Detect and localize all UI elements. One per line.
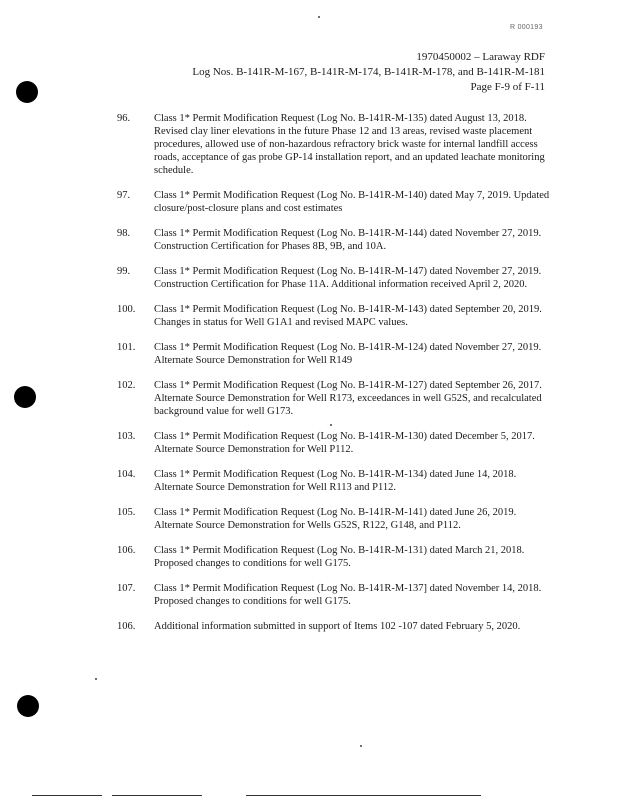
item-text: Class 1* Permit Modification Request (Log No. B-141R-M-127) dated September 26, 2017. Alternate Source Demonstration for Well R173, exceedances in well G52S, and recalculated background value for well G173. bbox=[154, 380, 542, 417]
document-header bbox=[192, 50, 545, 95]
item-text: Class 1* Permit Modification Request (Log No. B-141R-M-134) dated June 14, 2018. Alternate Source Demonstration for Well R113 and P112. bbox=[154, 469, 517, 493]
punch-hole-top bbox=[16, 81, 38, 103]
item-text: Additional information submitted in support of Items 102 -107 dated February 5, 2020. bbox=[154, 621, 521, 632]
list-item bbox=[117, 468, 567, 494]
item-number: 102. bbox=[117, 380, 136, 391]
scan-speck bbox=[360, 745, 362, 747]
item-text: Class 1* Permit Modification Request (Log No. B-141R-M-131) dated March 21, 2018. Proposed changes to conditions for well G175. bbox=[154, 545, 525, 569]
item-number: 105. bbox=[117, 507, 136, 518]
list-item bbox=[117, 506, 567, 532]
item-text: Class 1* Permit Modification Request (Log No. B-141R-M-137] dated November 14, 2018. Proposed changes to conditions for well G175. bbox=[154, 583, 542, 607]
item-text: Class 1* Permit Modification Request (Log No. B-141R-M-143) dated September 20, 2019. Changes in status for Well G1A1 and revised MAPC values. bbox=[154, 304, 542, 328]
bates-stamp: R 000193 bbox=[510, 24, 543, 31]
list-item bbox=[117, 620, 567, 633]
list-item bbox=[117, 303, 567, 329]
scan-speck bbox=[95, 678, 97, 680]
item-text: Class 1* Permit Modification Request (Log No. B-141R-M-140) dated May 7, 2019. Updated closure/post-closure plans and cost estimates bbox=[154, 190, 550, 214]
modification-list bbox=[117, 112, 567, 645]
list-item bbox=[117, 112, 567, 177]
item-text: Class 1* Permit Modification Request (Log No. B-141R-M-147) dated November 27, 2019. Construction Certification for Phase 11A. Additional information received April 2, 2020. bbox=[154, 266, 542, 290]
punch-hole-bottom bbox=[17, 695, 39, 717]
list-item bbox=[117, 379, 567, 418]
item-number: 106. bbox=[117, 621, 136, 632]
item-number: 101. bbox=[117, 342, 136, 353]
item-number: 107. bbox=[117, 583, 136, 594]
punch-hole-middle bbox=[14, 386, 36, 408]
item-number: 103. bbox=[117, 431, 136, 442]
log-numbers-line: Log Nos. B-141R-M-167, B-141R-M-174, B-141R-M-178, and B-141R-M-181 bbox=[192, 66, 545, 78]
list-item bbox=[117, 189, 567, 215]
item-text: Class 1* Permit Modification Request (Log No. B-141R-M-144) dated November 27, 2019. Construction Certification for Phases 8B, 9B, and 10A. bbox=[154, 228, 542, 252]
list-item bbox=[117, 265, 567, 291]
item-number: 96. bbox=[117, 113, 131, 124]
list-item bbox=[117, 341, 567, 367]
item-number: 99. bbox=[117, 266, 131, 277]
list-item bbox=[117, 582, 567, 608]
item-text: Class 1* Permit Modification Request (Log No. B-141R-M-135) dated August 13, 2018. Revised clay liner elevations in the future Phase 12 and 13 areas, revised waste placement procedures, allowed use of non-hazardous refractory brick waste for internal landfill access roads, acceptance of gas probe GP-14 installation report, and an updated leachate monitoring schedule. bbox=[154, 113, 545, 176]
item-text: Class 1* Permit Modification Request (Log No. B-141R-M-141) dated June 26, 2019. Alternate Source Demonstration for Wells G52S, R122, G148, and P112. bbox=[154, 507, 517, 531]
item-text: Class 1* Permit Modification Request (Log No. B-141R-M-124) dated November 27, 2019. Alternate Source Demonstration for Well R149 bbox=[154, 342, 542, 366]
list-item bbox=[117, 430, 567, 456]
facility-id-line: 1970450002 – Laraway RDF bbox=[416, 51, 545, 63]
item-number: 106. bbox=[117, 545, 136, 556]
footer-rule bbox=[32, 795, 102, 796]
page-number: Page F-9 of F-11 bbox=[470, 81, 545, 93]
list-item bbox=[117, 544, 567, 570]
list-item bbox=[117, 227, 567, 253]
item-number: 100. bbox=[117, 304, 136, 315]
item-number: 97. bbox=[117, 190, 131, 201]
item-number: 98. bbox=[117, 228, 131, 239]
item-text: Class 1* Permit Modification Request (Log No. B-141R-M-130) dated December 5, 2017. Alternate Source Demonstration for Well P112. bbox=[154, 431, 535, 455]
footer-rule bbox=[246, 795, 481, 796]
item-number: 104. bbox=[117, 469, 136, 480]
scan-speck bbox=[318, 16, 320, 18]
footer-rule bbox=[112, 795, 202, 796]
